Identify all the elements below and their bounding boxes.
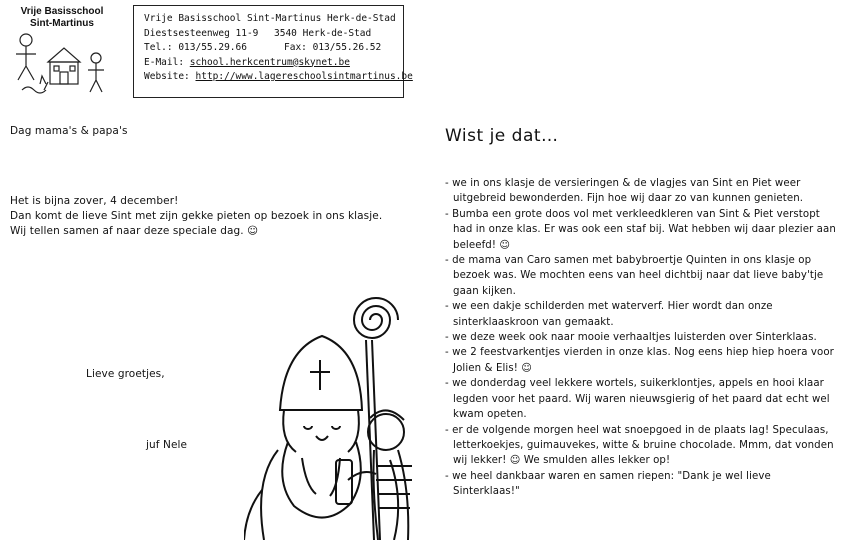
logo-title-line1: Vrije Basisschool [20, 6, 104, 17]
school-logo [6, 6, 118, 102]
list-item: - we 2 feestvarkentjes vierden in onze klas. Nog eens hiep hiep hoera voor Jolien & Elis! ☺ [445, 347, 834, 374]
email-link[interactable]: school.herkcentrum@skynet.be [189, 56, 350, 68]
intro-line: Dan komt de lieve Sint met zijn gekke pieten op bezoek in ons klasje. [10, 210, 383, 222]
list-item: - Bumba een grote doos vol met verkleedkleren van Sint & Piet verstopt had in onze klas. Er was ook een staf bij. Wat hebben wij daar plezier aan beleefd! ☺ [445, 208, 836, 251]
list-item: - de mama van Caro samen met babybroertje Quinten in ons klasje op bezoek was. We mochten eens van heel dichtbij naar dat lieve baby'tje gaan kijken. [445, 255, 824, 297]
school-street: Diestsesteenweg 11-9 [144, 27, 259, 39]
facts-list [445, 176, 837, 500]
list-item: - we een dakje schilderden met waterverf. Hier wordt dan onze sinterklaaskroon van gemaakt. [445, 301, 773, 328]
intro-line: Het is bijna zover, 4 december! [10, 195, 179, 207]
logo-title-line2: Sint-Martinus [30, 18, 94, 29]
school-city: 3540 Herk-de-Stad [274, 27, 372, 39]
sinterklaas-illustration [244, 290, 434, 540]
list-item: - we in ons klasje de versieringen & de vlagjes van Sint en Piet weer uitgebreid bewonderden. Fijn hoe wij daar zo van kunnen genieten. [445, 178, 804, 205]
letter-greeting: Dag mama's & papa's [10, 125, 128, 137]
school-drawing-icon [14, 32, 110, 102]
website-link[interactable]: http://www.lagereschoolsintmartinus.be [195, 71, 413, 82]
list-item: - we deze week ook naar mooie verhaaltjes luisterden over Sinterklaas. [445, 332, 817, 344]
list-item: - er de volgende morgen heel wat snoepgoed in de plaats lag! Speculaas, letterkoekjes, guimauvekes, witte & bruine chocolade. Mmm, dat vonden wij lekker! ☺ We smulden alles lekker op! [445, 424, 834, 467]
logo-title [6, 6, 118, 30]
school-fax: Fax: 013/55.26.52 [284, 42, 382, 53]
school-contact-box [133, 5, 413, 98]
intro-line: Wij tellen samen af naar deze speciale dag. ☺ [10, 225, 259, 237]
list-item: - we donderdag veel lekkere wortels, suikerklontjes, appels en hooi klaar legden voor het paard. Wij waren nieuwsgierig of het paard dat echt wel kwam opeten. [445, 378, 830, 421]
school-tel: Tel.: 013/55.29.66 [144, 42, 247, 53]
list-item: - we heel dankbaar waren en samen riepen: "Dank je wel lieve Sinterklaas!" [445, 470, 771, 498]
letter-signature: juf Nele [146, 439, 188, 451]
school-name: Vrije Basisschool Sint-Martinus Herk-de-Stad [144, 13, 396, 24]
letter-regards: Lieve groetjes, [86, 368, 165, 380]
letter-intro [10, 194, 420, 239]
email-label: E-Mail: [144, 56, 185, 68]
facts-title: Wist je dat… [445, 126, 559, 146]
website-label: Website: [144, 71, 190, 82]
